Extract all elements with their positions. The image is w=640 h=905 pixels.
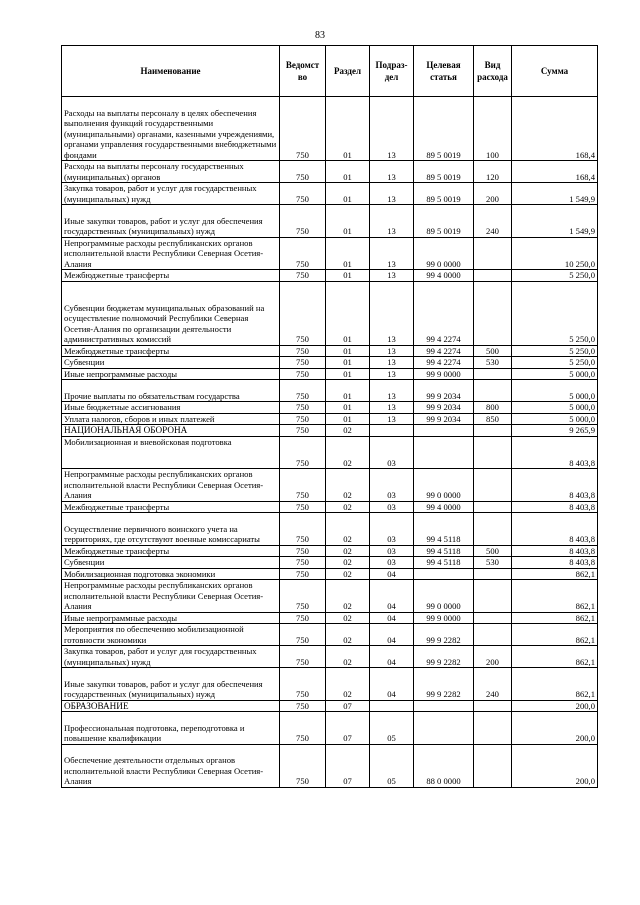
- row-exp-type: [474, 270, 512, 282]
- row-section: 01: [326, 205, 370, 238]
- row-sum: 862,1: [512, 568, 598, 580]
- table-row: [62, 568, 598, 580]
- row-exp-type: [474, 700, 512, 712]
- table-row: [62, 469, 598, 502]
- row-dept: 750: [280, 469, 326, 502]
- row-exp-type: [474, 237, 512, 270]
- row-dept: 750: [280, 668, 326, 701]
- row-subsection: [370, 700, 414, 712]
- row-dept: 750: [280, 237, 326, 270]
- row-dept: 750: [280, 402, 326, 414]
- table-row: [62, 183, 598, 205]
- row-section: 01: [326, 402, 370, 414]
- row-sum: 9 265,9: [512, 425, 598, 437]
- header-section: Раздел: [326, 46, 370, 97]
- header-name: Наименование: [62, 46, 280, 97]
- row-sum: 8 403,8: [512, 545, 598, 557]
- row-section: 02: [326, 624, 370, 646]
- table-row: [62, 402, 598, 414]
- row-target: [414, 700, 474, 712]
- row-dept: 750: [280, 744, 326, 787]
- row-dept: 750: [280, 557, 326, 569]
- row-sum: 168,4: [512, 97, 598, 161]
- table-row: [62, 380, 598, 402]
- page-number: 83: [315, 30, 325, 41]
- row-subsection: 03: [370, 501, 414, 513]
- row-section: 01: [326, 97, 370, 161]
- row-name: Закупка товаров, работ и услуг для государственных (муниципальных) нужд: [62, 183, 280, 205]
- row-name: Расходы на выплаты персоналу государственных (муниципальных) органов: [62, 161, 280, 183]
- row-exp-type: [474, 436, 512, 469]
- row-section: 01: [326, 357, 370, 369]
- row-sum: 200,0: [512, 744, 598, 787]
- header-target: Целевая статья: [414, 46, 474, 97]
- row-name: Субвенции: [62, 357, 280, 369]
- row-target: 99 4 5118: [414, 545, 474, 557]
- row-target: [414, 425, 474, 437]
- row-sum: 5 250,0: [512, 281, 598, 345]
- row-exp-type: [474, 513, 512, 546]
- table-row: [62, 646, 598, 668]
- row-target: 99 0 0000: [414, 580, 474, 613]
- row-target: [414, 568, 474, 580]
- row-section: 01: [326, 183, 370, 205]
- row-target: 99 9 0000: [414, 612, 474, 624]
- row-exp-type: [474, 568, 512, 580]
- row-target: 99 9 2282: [414, 646, 474, 668]
- row-target: 88 0 0000: [414, 744, 474, 787]
- row-target: 89 5 0019: [414, 97, 474, 161]
- row-dept: 750: [280, 501, 326, 513]
- row-name: Непрограммные расходы республиканских органов исполнительной власти Республики Северная Осетия-Алания: [62, 469, 280, 502]
- table-row: [62, 368, 598, 380]
- table-row: [62, 97, 598, 161]
- row-subsection: 05: [370, 744, 414, 787]
- row-exp-type: 850: [474, 413, 512, 425]
- row-exp-type: 100: [474, 97, 512, 161]
- row-name: Закупка товаров, работ и услуг для государственных (муниципальных) нужд: [62, 646, 280, 668]
- row-subsection: 13: [370, 97, 414, 161]
- row-dept: 750: [280, 281, 326, 345]
- row-sum: 862,1: [512, 668, 598, 701]
- table-row: [62, 712, 598, 745]
- row-exp-type: 800: [474, 402, 512, 414]
- row-name: Мероприятия по обеспечению мобилизационной готовности экономики: [62, 624, 280, 646]
- budget-table: [61, 45, 598, 788]
- row-subsection: 13: [370, 237, 414, 270]
- row-dept: 750: [280, 97, 326, 161]
- row-target: 99 4 5118: [414, 513, 474, 546]
- row-subsection: 13: [370, 402, 414, 414]
- table-row: [62, 501, 598, 513]
- row-dept: 750: [280, 700, 326, 712]
- row-section: 02: [326, 668, 370, 701]
- row-subsection: 13: [370, 413, 414, 425]
- row-name: НАЦИОНАЛЬНАЯ ОБОРОНА: [62, 425, 280, 437]
- row-sum: 200,0: [512, 700, 598, 712]
- row-dept: 750: [280, 624, 326, 646]
- row-subsection: 13: [370, 161, 414, 183]
- row-exp-type: [474, 712, 512, 745]
- row-section: 02: [326, 646, 370, 668]
- table-row: [62, 513, 598, 546]
- row-dept: 750: [280, 580, 326, 613]
- row-sum: 1 549,9: [512, 183, 598, 205]
- row-exp-type: [474, 368, 512, 380]
- row-name: Иные закупки товаров, работ и услуг для обеспечения государственных (муниципальных) нужд: [62, 668, 280, 701]
- row-sum: 862,1: [512, 624, 598, 646]
- row-dept: 750: [280, 183, 326, 205]
- row-dept: 750: [280, 368, 326, 380]
- table-row: [62, 413, 598, 425]
- row-name: Иные закупки товаров, работ и услуг для обеспечения государственных (муниципальных) нужд: [62, 205, 280, 238]
- row-subsection: 13: [370, 345, 414, 357]
- row-subsection: 03: [370, 469, 414, 502]
- row-exp-type: [474, 469, 512, 502]
- row-name: Осуществление первичного воинского учета на территориях, где отсутствуют военные комиссариаты: [62, 513, 280, 546]
- row-name: Межбюджетные трансферты: [62, 545, 280, 557]
- row-dept: 750: [280, 545, 326, 557]
- row-target: 99 4 0000: [414, 270, 474, 282]
- row-dept: 750: [280, 513, 326, 546]
- row-name: Иные непрограммные расходы: [62, 368, 280, 380]
- row-sum: 862,1: [512, 612, 598, 624]
- row-name: Межбюджетные трансферты: [62, 501, 280, 513]
- row-name: Иные непрограммные расходы: [62, 612, 280, 624]
- table-row: [62, 612, 598, 624]
- row-subsection: 04: [370, 624, 414, 646]
- row-sum: 5 250,0: [512, 357, 598, 369]
- row-sum: 5 000,0: [512, 402, 598, 414]
- row-exp-type: 530: [474, 557, 512, 569]
- row-sum: 5 000,0: [512, 368, 598, 380]
- row-name: Мобилизационная и вневойсковая подготовка: [62, 436, 280, 469]
- row-dept: 750: [280, 425, 326, 437]
- row-section: 01: [326, 161, 370, 183]
- row-target: 99 4 0000: [414, 501, 474, 513]
- row-dept: 750: [280, 712, 326, 745]
- row-name: Уплата налогов, сборов и иных платежей: [62, 413, 280, 425]
- row-section: 01: [326, 380, 370, 402]
- table-row: [62, 357, 598, 369]
- row-target: 99 9 2282: [414, 668, 474, 701]
- row-target: 99 9 2034: [414, 402, 474, 414]
- row-section: 07: [326, 744, 370, 787]
- row-exp-type: 240: [474, 668, 512, 701]
- row-target: 99 0 0000: [414, 237, 474, 270]
- row-section: 02: [326, 513, 370, 546]
- row-dept: 750: [280, 357, 326, 369]
- row-name: Мобилизационная подготовка экономики: [62, 568, 280, 580]
- row-sum: 5 000,0: [512, 413, 598, 425]
- row-subsection: 04: [370, 612, 414, 624]
- row-sum: 10 250,0: [512, 237, 598, 270]
- row-section: 02: [326, 469, 370, 502]
- header-sum: Сумма: [512, 46, 598, 97]
- row-dept: 750: [280, 345, 326, 357]
- row-target: 89 5 0019: [414, 183, 474, 205]
- row-exp-type: [474, 501, 512, 513]
- table-header-row: [62, 46, 598, 97]
- row-section: 02: [326, 425, 370, 437]
- row-target: [414, 436, 474, 469]
- row-section: 02: [326, 612, 370, 624]
- row-exp-type: 240: [474, 205, 512, 238]
- row-exp-type: [474, 612, 512, 624]
- row-sum: 8 403,8: [512, 469, 598, 502]
- row-sum: 8 403,8: [512, 501, 598, 513]
- row-subsection: 13: [370, 368, 414, 380]
- row-exp-type: 500: [474, 545, 512, 557]
- row-subsection: 13: [370, 380, 414, 402]
- row-dept: 750: [280, 436, 326, 469]
- header-dept: Ведомст во: [280, 46, 326, 97]
- row-exp-type: [474, 624, 512, 646]
- table-row: [62, 425, 598, 437]
- row-name: Расходы на выплаты персоналу в целях обеспечения выполнения функций государственными (муниципальными) органами, казенными учреждениями, органами управления государственными внебюджетными фондами: [62, 97, 280, 161]
- row-section: 07: [326, 712, 370, 745]
- table-row: [62, 700, 598, 712]
- table-row: [62, 161, 598, 183]
- row-exp-type: 500: [474, 345, 512, 357]
- row-dept: 750: [280, 161, 326, 183]
- row-target: 99 9 2282: [414, 624, 474, 646]
- row-section: 01: [326, 345, 370, 357]
- row-subsection: 13: [370, 205, 414, 238]
- row-target: 99 4 2274: [414, 345, 474, 357]
- row-target: 89 5 0019: [414, 205, 474, 238]
- row-sum: 862,1: [512, 580, 598, 613]
- row-subsection: 03: [370, 436, 414, 469]
- row-subsection: 03: [370, 513, 414, 546]
- table-row: [62, 580, 598, 613]
- row-sum: 5 000,0: [512, 380, 598, 402]
- row-target: [414, 712, 474, 745]
- row-dept: 750: [280, 612, 326, 624]
- row-sum: 5 250,0: [512, 345, 598, 357]
- row-name: Непрограммные расходы республиканских органов исполнительной власти Республики Северная Осетия-Алания: [62, 580, 280, 613]
- row-dept: 750: [280, 413, 326, 425]
- row-dept: 750: [280, 380, 326, 402]
- header-exp-type: Вид расхода: [474, 46, 512, 97]
- row-exp-type: [474, 281, 512, 345]
- row-name: Межбюджетные трансферты: [62, 345, 280, 357]
- row-name: Иные бюджетные ассигнования: [62, 402, 280, 414]
- row-exp-type: 530: [474, 357, 512, 369]
- row-section: 02: [326, 557, 370, 569]
- row-subsection: 04: [370, 580, 414, 613]
- row-name: Прочие выплаты по обязательствам государства: [62, 380, 280, 402]
- row-dept: 750: [280, 568, 326, 580]
- row-section: 01: [326, 270, 370, 282]
- table-row: [62, 345, 598, 357]
- table-row: [62, 624, 598, 646]
- row-dept: 750: [280, 646, 326, 668]
- row-sum: 8 403,8: [512, 436, 598, 469]
- header-subsection: Подраз- дел: [370, 46, 414, 97]
- row-target: 99 4 2274: [414, 357, 474, 369]
- row-subsection: 03: [370, 557, 414, 569]
- row-sum: 168,4: [512, 161, 598, 183]
- row-subsection: 04: [370, 568, 414, 580]
- row-name: Субвенции бюджетам муниципальных образований на осуществление полномочий Республики Северная Осетия-Алания по организации деятельности административных комиссий: [62, 281, 280, 345]
- row-target: 99 9 2034: [414, 380, 474, 402]
- table-row: [62, 744, 598, 787]
- row-subsection: 03: [370, 545, 414, 557]
- table-row: [62, 237, 598, 270]
- table-row: [62, 668, 598, 701]
- row-sum: 5 250,0: [512, 270, 598, 282]
- table-row: [62, 281, 598, 345]
- row-target: 89 5 0019: [414, 161, 474, 183]
- row-exp-type: 200: [474, 183, 512, 205]
- row-section: 02: [326, 580, 370, 613]
- row-exp-type: [474, 380, 512, 402]
- row-subsection: 05: [370, 712, 414, 745]
- row-section: 07: [326, 700, 370, 712]
- row-target: 99 9 2034: [414, 413, 474, 425]
- row-name: Обеспечение деятельности отдельных органов исполнительной власти Республики Северная Осетия-Алания: [62, 744, 280, 787]
- row-name: Субвенции: [62, 557, 280, 569]
- table-row: [62, 557, 598, 569]
- row-target: 99 4 5118: [414, 557, 474, 569]
- row-sum: 8 403,8: [512, 557, 598, 569]
- row-section: 01: [326, 413, 370, 425]
- row-sum: 8 403,8: [512, 513, 598, 546]
- row-exp-type: [474, 744, 512, 787]
- row-section: 01: [326, 237, 370, 270]
- row-exp-type: 120: [474, 161, 512, 183]
- row-sum: 862,1: [512, 646, 598, 668]
- row-subsection: 13: [370, 183, 414, 205]
- row-name: Межбюджетные трансферты: [62, 270, 280, 282]
- row-exp-type: [474, 580, 512, 613]
- row-name: Профессиональная подготовка, переподготовка и повышение квалификации: [62, 712, 280, 745]
- row-sum: 1 549,9: [512, 205, 598, 238]
- row-subsection: 04: [370, 646, 414, 668]
- row-target: 99 9 0000: [414, 368, 474, 380]
- table-row: [62, 545, 598, 557]
- row-subsection: [370, 425, 414, 437]
- row-dept: 750: [280, 270, 326, 282]
- row-section: 02: [326, 568, 370, 580]
- table-row: [62, 436, 598, 469]
- row-target: 99 4 2274: [414, 281, 474, 345]
- table-row: [62, 270, 598, 282]
- row-section: 02: [326, 501, 370, 513]
- row-section: 01: [326, 281, 370, 345]
- row-exp-type: 200: [474, 646, 512, 668]
- row-dept: 750: [280, 205, 326, 238]
- row-section: 02: [326, 436, 370, 469]
- row-section: 02: [326, 545, 370, 557]
- row-target: 99 0 0000: [414, 469, 474, 502]
- table-row: [62, 205, 598, 238]
- row-subsection: 13: [370, 270, 414, 282]
- row-subsection: 13: [370, 357, 414, 369]
- row-section: 01: [326, 368, 370, 380]
- row-subsection: 13: [370, 281, 414, 345]
- row-exp-type: [474, 425, 512, 437]
- row-sum: 200,0: [512, 712, 598, 745]
- row-name: ОБРАЗОВАНИЕ: [62, 700, 280, 712]
- row-subsection: 04: [370, 668, 414, 701]
- row-name: Непрограммные расходы республиканских органов исполнительной власти Республики Северная Осетия-Алания: [62, 237, 280, 270]
